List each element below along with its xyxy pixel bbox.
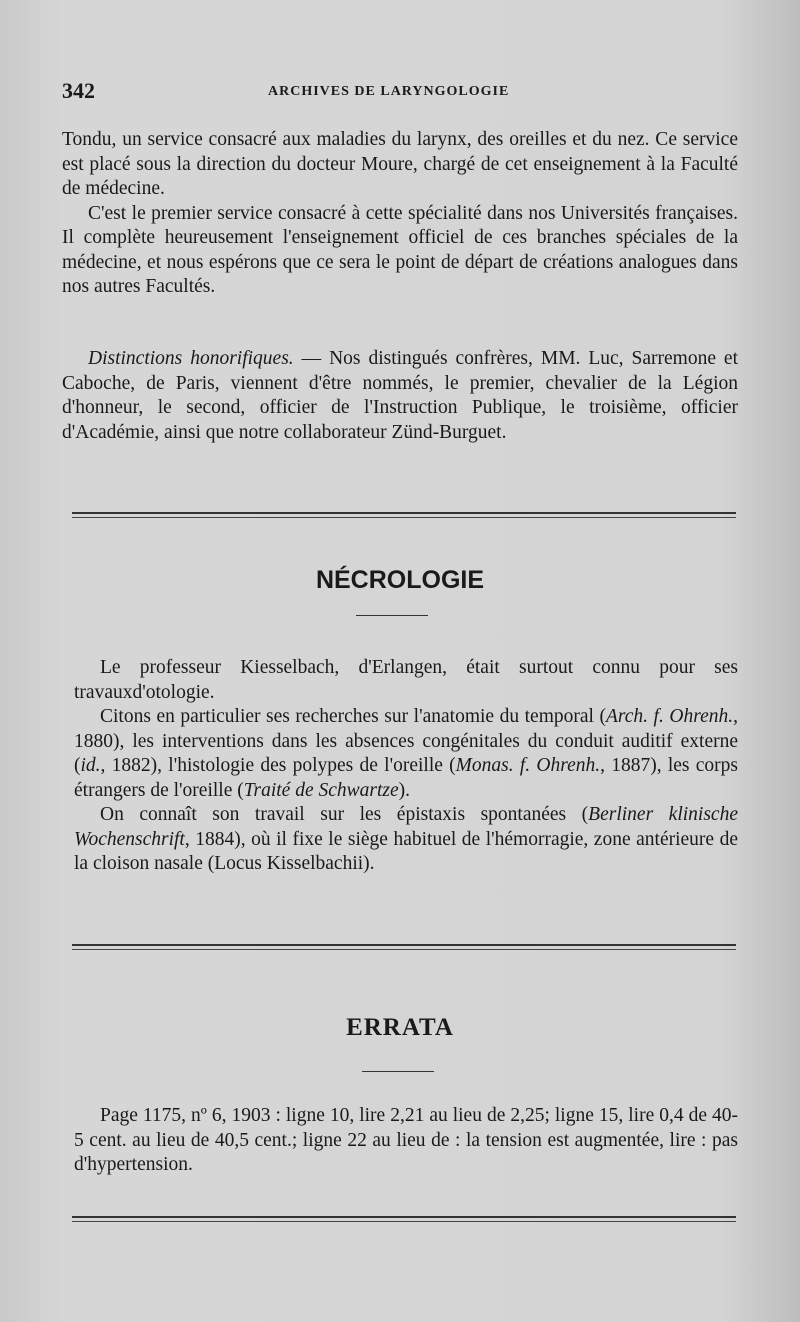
running-title: ARCHIVES DE LARYNGOLOGIE bbox=[268, 84, 510, 99]
intro-paragraph-1: Tondu, un service consacré aux maladies du larynx, des oreilles et du nez. Ce service est placé sous la direction du docteur Moure, chargé de cet enseignement à la Faculté de médecine. bbox=[62, 129, 738, 199]
section-divider bbox=[72, 944, 736, 950]
section-divider bbox=[72, 512, 736, 518]
necrologie-paragraph-2: Citons en particulier ses recherches sur l'anatomie du temporal (Arch. f. Ohrenh., 1880), les interventions dans les absences congénitales du conduit auditif externe (id., 1882), l'histologie des polypes de l'oreille (Monas. f. Ohrenh., 1887), les corps étrangers de l'oreille (Traité de Schwartze). bbox=[74, 706, 738, 801]
necrologie-section bbox=[74, 656, 738, 877]
necrologie-heading: NÉCROLOGIE bbox=[315, 566, 485, 594]
section-divider bbox=[72, 1216, 736, 1222]
distinctions-label: Distinctions honorifiques. bbox=[88, 348, 294, 369]
necrologie-paragraph-3: On connaît son travail sur les épistaxis spontanées (Berliner klinische Wochenschrift, 1884), où il fixe le siège habituel de l'hémorragie, zone antérieure de la cloison nasale (Locus Kisselbachii). bbox=[74, 804, 738, 874]
distinctions-text: — Nos distingués confrères, MM. Luc, Sarremone et Caboche, de Paris, viennent d'être nommés, le premier, chevalier de la Légion d'honneur, le second, officier de l'Instruction Publique, le troisième, officier d'Académie, ainsi que notre collaborateur Zünd-Burguet. bbox=[62, 348, 738, 443]
heading-underline bbox=[356, 615, 428, 616]
running-header bbox=[62, 78, 742, 104]
intro-paragraph-2: C'est le premier service consacré à cette spécialité dans nos Universités françaises. Il complète heureusement l'enseignement officiel de ces branches spéciales de la médecine, et nous espérons que ce sera le point de départ de créations analogues dans nos autres Facultés. bbox=[62, 202, 738, 297]
errata-heading: ERRATA bbox=[346, 1014, 454, 1041]
errata-section bbox=[74, 1104, 738, 1178]
errata-paragraph: Page 1175, nº 6, 1903 : ligne 10, lire 2,21 au lieu de 2,25; ligne 15, lire 0,4 de 40-5 cent. au lieu de 40,5 cent.; ligne 22 au lieu de : la tension est augmentée, lire : pas d'hypertension. bbox=[74, 1105, 738, 1175]
intro-section bbox=[62, 128, 738, 300]
page-number: 342 bbox=[62, 78, 95, 103]
heading-underline bbox=[362, 1071, 434, 1072]
necrologie-paragraph-1: Le professeur Kiesselbach, d'Erlangen, était surtout connu pour ses travauxd'otologie. bbox=[74, 657, 738, 703]
distinctions-section bbox=[62, 347, 738, 445]
